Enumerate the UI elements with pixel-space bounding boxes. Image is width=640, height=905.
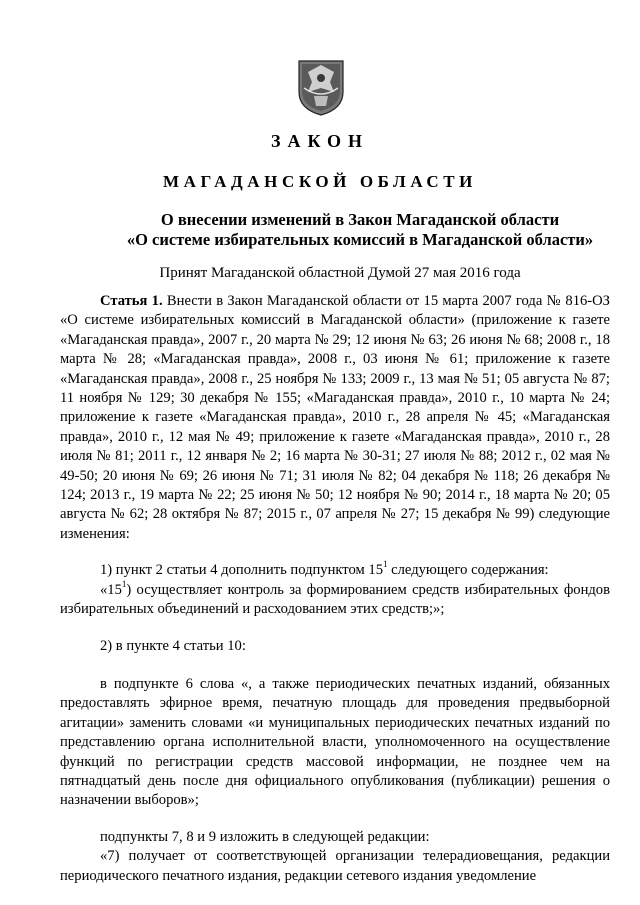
article-1-paragraph (60, 292, 610, 544)
item-1-quote: «$15^1$) осуществляет контроль за формированием средств избирательных фондов избирательных объединений и расходованием этих средств;»; (60, 578, 610, 618)
item-1-heading: 1) пункт 2 статьи 4 дополнить подпунктом $15^1$ следующего содержания: (100, 559, 549, 579)
superscript: 1 (383, 559, 388, 570)
item-2-paragraph-3: «7) получает от соответствующей организации телерадиовещания, редакции периодического печатного издания, редакции сетевого издания уведомление (60, 848, 610, 884)
subtitle-line-2: «О системе избирательных комиссий в Магаданской области» (126, 230, 594, 249)
coat-of-arms-emblem (296, 58, 346, 116)
item-2-heading: 2) в пункте 4 статьи 10: (100, 637, 246, 654)
subtitle-line-1: О внесении изменений в Закон Магаданской области (160, 210, 560, 229)
adoption-line: Принят Магаданской областной Думой 27 мая 2016 года (159, 265, 521, 281)
document-body (60, 292, 610, 886)
item-2-paragraph-1: в подпункте 6 слова «, а также периодических печатных изданий, обязанных предоставлять эфирное время, печатную площадь для проведения предвыборной агитации» заменить словами «и муниципальных периодических печатных изданий по представлению органа исполнительной власти, уполномоченного на осуществление функций по регистрации средств массовой информации, не позднее чем на пятнадцатый день после дня официального опубликования (публикации) решения о назначении выборов»; (60, 675, 610, 809)
item-2-paragraph-2: подпункты 7, 8 и 9 изложить в следующей редакции: (100, 828, 430, 845)
law-subtitle (0, 210, 640, 250)
superscript: 1 (121, 578, 127, 589)
article-1-text: Внести в Закон Магаданской области от 15 марта 2007 года № 816-ОЗ «О системе избирательных комиссий в Магаданской области» (приложение к газете «Магаданская правда», 2007 г., 20 марта № 29; 12 июня № 63; 26 июня № 68; 2008 г., 18 марта № 28; «Магаданская правда», 2008 г., 03 июня № 61; приложение к газете «Магаданская правда», 2008 г., 25 ноября № 133; 2009 г., 13 мая № 51; 05 августа № 87; 11 ноября № 129; 30 декабря № 155; «Магаданская правда», 2010 г., 10 марта № 24; приложение к газете «Магаданская правда», 2010 г., 28 апреля № 45; «Магаданская правда», 2010 г., 12 мая № 49; приложение к газете «Магаданская правда», 2010 г., 28 июля № 81; 2011 г., 12 января № 2; 16 марта № 30-31; 27 июля № 88; 2012 г., 02 мая № 49-50; 20 июня № 69; 26 июня № 71; 31 июля № 82; 04 декабря № 118; 26 декабря № 124; 2013 г., 19 марта № 22; 25 июня № 50; 12 ноября № 90; 2014 г., 18 марта № 20; 05 августа № 62; 28 октября № 87; 2015 г., 07 апреля № 27; 15 декабря № 99) следующие изменения: (60, 293, 610, 542)
article-label: Статья 1. (100, 293, 163, 309)
document-region-title: МАГАДАНСКОЙ ОБЛАСТИ (162, 172, 477, 191)
document-title: ЗАКОН (270, 131, 370, 151)
